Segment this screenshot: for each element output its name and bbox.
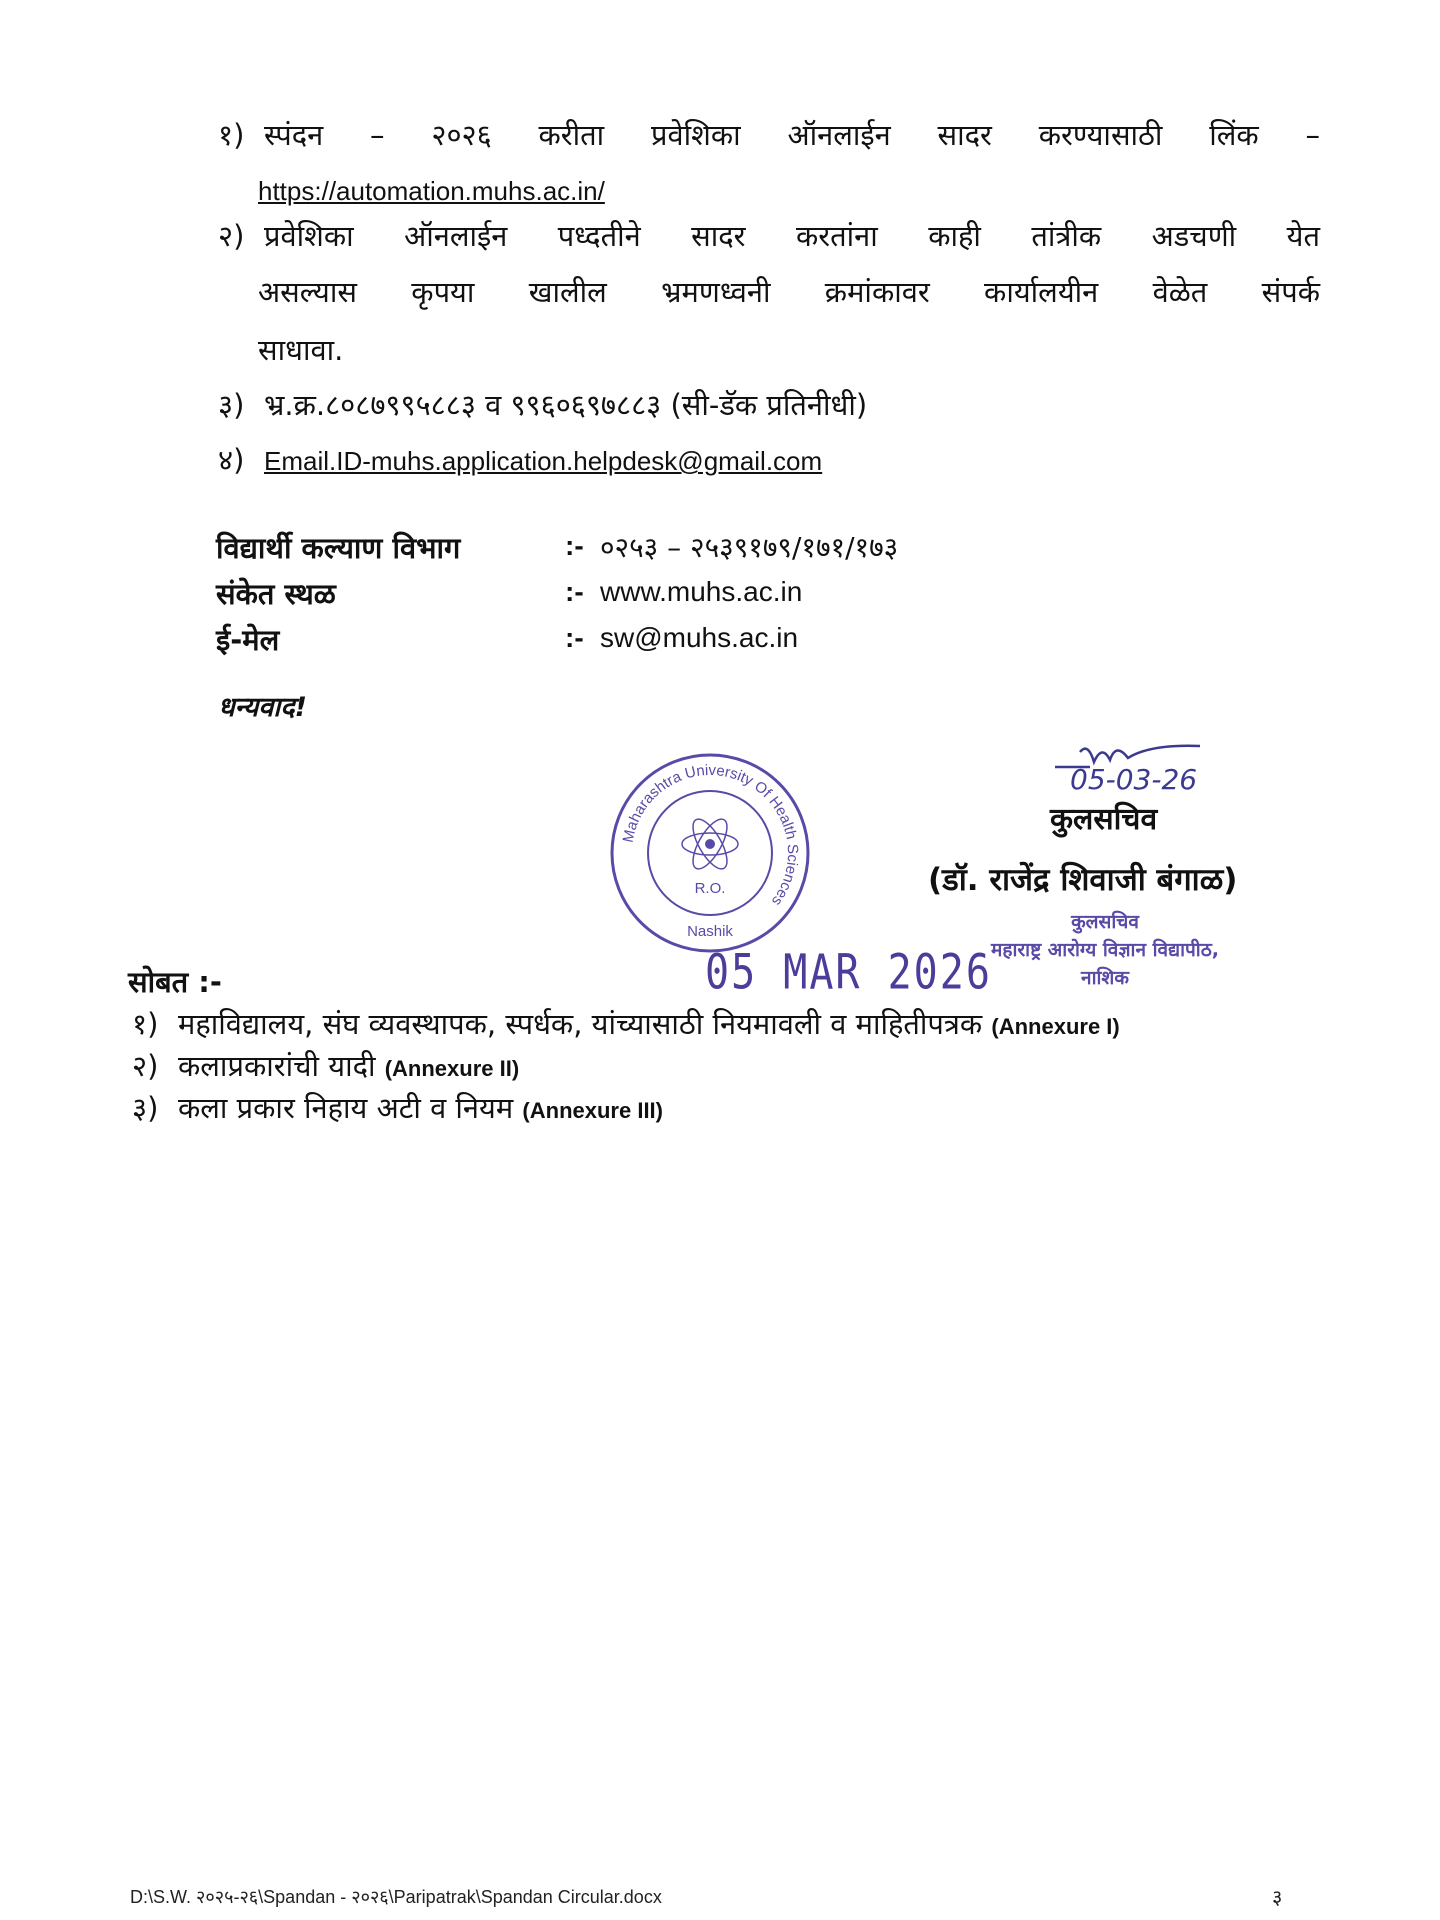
item-number: ३) (218, 388, 245, 422)
contact-separator: :- (565, 530, 584, 561)
item-text: असल्यास कृपया खालील भ्रमणध्वनी क्रमांकावर कार्यालयीन वेळेत संपर्क (258, 275, 1320, 309)
automation-link[interactable]: https://automation.muhs.ac.in/ (258, 176, 605, 206)
item-text: भ्र.क्र.८०८७९९५८८३ व ९९६०६९७८८३ (सी-डॅक प्रतिनीधी) (264, 388, 868, 422)
enclosure-number: २) (132, 1049, 159, 1083)
seal-bottom-text: Nashik (687, 923, 733, 940)
item-1 (218, 115, 1320, 155)
item-text: प्रवेशिका ऑनलाईन पध्दतीने सादर करतांना काही तांत्रीक अडचणी येत (264, 219, 1320, 253)
thanks-text: धन्यवाद! (218, 692, 307, 723)
contact-label: विद्यार्थी कल्याण विभाग (216, 531, 461, 565)
enclosure-item (132, 1046, 519, 1089)
annexure-label: (Annexure III) (522, 1098, 663, 1123)
enclosure-text: कलाप्रकारांची यादी (178, 1049, 376, 1083)
enclosure-item (132, 1004, 1120, 1047)
item-3 (218, 385, 867, 425)
enclosure-text: कला प्रकार निहाय अटी व नियम (178, 1091, 514, 1125)
contact-label: संकेत स्थळ (216, 577, 336, 611)
enclosure-text: महाविद्यालय, संघ व्यवस्थापक, स्पर्धक, यांच्यासाठी नियमावली व माहितीपत्रक (178, 1007, 983, 1041)
item-text: स्पंदन – २०२६ करीता प्रवेशिका ऑनलाईन सादर करण्यासाठी लिंक – (264, 118, 1320, 152)
enclosures-heading: सोबत :- (128, 965, 222, 999)
signatory-name: (डॉ. राजेंद्र शिवाजी बंगाळ) (928, 862, 1238, 898)
stamp-line: कुलसचिव (1071, 911, 1139, 933)
item-2 (218, 216, 1320, 256)
registrar-office-stamp (975, 908, 1235, 992)
item-2-continuation (258, 272, 1320, 312)
item-4 (218, 440, 822, 481)
stamp-line: महाराष्ट्र आरोग्य विज्ञान विद्यापीठ, (991, 939, 1219, 961)
signature-date: 05-03-26 (1070, 763, 1198, 796)
received-date-stamp: 05 MAR 2026 (705, 945, 992, 1001)
enclosure-number: ३) (132, 1091, 159, 1125)
contact-separator: :- (565, 576, 584, 607)
contact-label: ई-मेल (216, 623, 280, 657)
helpdesk-email-link[interactable]: Email.ID-muhs.application.helpdesk@gmail.com (264, 446, 823, 476)
contact-separator: :- (565, 622, 584, 653)
item-text: साधावा. (258, 333, 344, 367)
item-number: २) (218, 219, 245, 253)
signatory-title: कुलसचिव (1050, 802, 1158, 837)
annexure-label: (Annexure I) (991, 1014, 1120, 1039)
contact-email[interactable]: sw@muhs.ac.in (600, 622, 799, 653)
page-number: ३ (1272, 1887, 1283, 1909)
seal-center-text: R.O. (694, 880, 726, 897)
footer-file-path: D:\S.W. २०२५-२६\Spandan - २०२६\Paripatrak\Spandan Circular.docx (130, 1887, 662, 1907)
item-2-end (258, 330, 343, 370)
item-number: ४) (218, 443, 245, 477)
seal-ring-text: Maharashtra University Of Health Sciences (619, 761, 802, 909)
contact-website[interactable]: www.muhs.ac.in (600, 576, 803, 607)
enclosure-item (132, 1088, 663, 1131)
university-seal (605, 748, 815, 958)
contact-phone: ०२५३ – २५३९१७९/१७१/१७३ (600, 531, 899, 564)
item-1-link-line (258, 170, 605, 211)
annexure-label: (Annexure II) (384, 1056, 520, 1081)
item-number: १) (218, 118, 245, 152)
enclosure-number: १) (132, 1007, 159, 1041)
stamp-line: नाशिक (1081, 967, 1129, 989)
